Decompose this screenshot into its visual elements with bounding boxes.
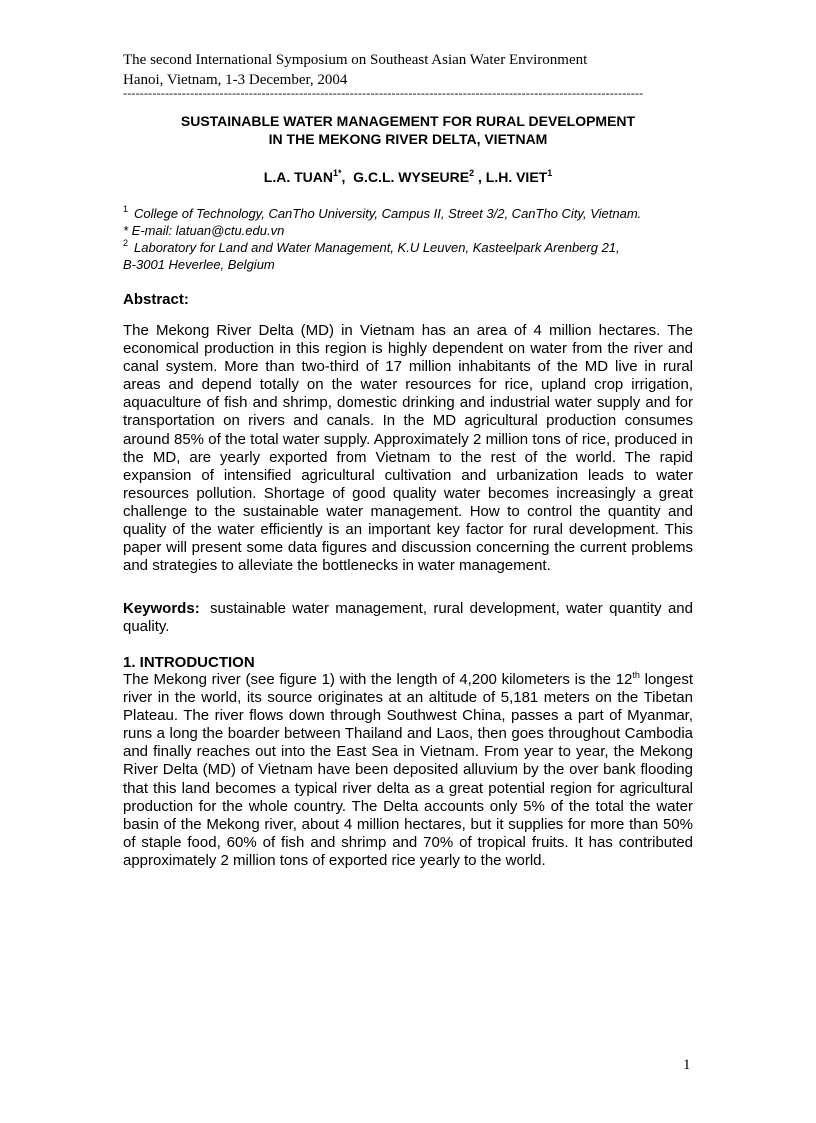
affiliation-2 xyxy=(123,239,693,256)
author-3: L.H. VIET xyxy=(485,169,548,185)
page-number: 1 xyxy=(683,1057,691,1073)
title-line-1: SUSTAINABLE WATER MANAGEMENT FOR RURAL DEVELOPMENT xyxy=(180,113,636,129)
conference-name: The second International Symposium on Southeast Asian Water Environment xyxy=(123,52,588,68)
introduction-text-part-2: longest river in the world, its source originates at an altitude of 5,181 meters on the Tibetan Plateau. The river flows down through Southwest China, passes a part of Myanmar, runs a long the boarder between Thailand and Laos, then goes throughout Cambodia and finally reaches out into the East Sea in Vietnam. From year to year, the Mekong River Delta (MD) of Vietnam have been deposited alluvium by the over bank flooding that this land becomes a typical river delta as a great potential region for agricultural production for the whole country. The Delta accounts only 5% of the total the water basin of the Mekong river, about 4 million hectares, but it supplies for more than 50% of staple food, 60% of fish and shrimp and 70% of tropical fruits. It has contributed approximately 2 million tons of exported rice yearly to the world. xyxy=(123,671,693,869)
author-2: G.C.L. WYSEURE xyxy=(353,169,470,185)
introduction-heading: 1. INTRODUCTION xyxy=(123,654,255,671)
affiliation-2-continued: B-3001 Heverlee, Belgium xyxy=(123,257,275,272)
ordinal-superscript: th xyxy=(632,670,640,680)
author-list xyxy=(123,167,693,187)
paper-title xyxy=(123,112,693,148)
author-separator: , xyxy=(474,169,486,185)
title-line-2: IN THE MEKONG RIVER DELTA, VIETNAM xyxy=(268,131,548,147)
author-1-affil-mark: 1* xyxy=(332,168,342,178)
conference-header xyxy=(123,50,587,90)
abstract-body: The Mekong River Delta (MD) in Vietnam has an area of 4 million hectares. The economical production in this region is highly dependent on water from the river and canal system. More than two-third of 17 million inhabitants of the MD live in rural areas and depend totally on the water resources for rice, upland crop irrigation, aquaculture of fish and shrimp, domestic drinking and industrial water supply and for transportation on rivers and canals. In the MD agricultural production consumes around 85% of the total water supply. Approximately 2 million tons of rice, produced in the MD, are yearly exported from Vietnam to the rest of the world. The rapid expansion of intensified agricultural cultivation and urbanization leads to water resources pollution. Shortage of good quality water becomes increasingly a great challenge to the sustainable water management. How to control the quantity and quality of the water efficiently is an important key factor for rural development. This paper will present some data figures and discussion concerning the current problems and strategies to alleviate the bottlenecks in water management. xyxy=(123,322,693,575)
keywords-text: sustainable water management, rural development, water quantity and quality. xyxy=(123,600,693,636)
affiliation-2-text: Laboratory for Land and Water Management, K.U Leuven, Kasteelpark Arenberg 21, xyxy=(134,240,620,255)
author-3-affil-mark: 1 xyxy=(547,168,553,178)
corresponding-email: * E-mail: latuan@ctu.edu.vn xyxy=(123,223,285,238)
conference-location-date: Hanoi, Vietnam, 1-3 December, 2004 xyxy=(123,72,348,88)
header-rule: ---------------------------------------------------------------------------------------------------------------------------- xyxy=(123,86,644,100)
author-separator: , xyxy=(341,169,354,185)
affiliation-1-text: College of Technology, CanTho University, Campus II, Street 3/2, CanTho City, Vietnam. xyxy=(134,206,642,221)
affiliations xyxy=(123,205,693,273)
affiliation-1-mark: 1 xyxy=(123,204,129,214)
author-1: L.A. TUAN xyxy=(263,169,333,185)
keywords-label: Keywords: xyxy=(123,600,200,617)
abstract-heading: Abstract: xyxy=(123,291,189,308)
introduction-text-part-1: The Mekong river (see figure 1) with the length of 4,200 kilometers is the 12 xyxy=(123,671,633,688)
introduction-body xyxy=(123,671,693,870)
affiliation-2-mark: 2 xyxy=(123,238,129,248)
author-2-affil-mark: 2 xyxy=(469,168,475,178)
keywords xyxy=(123,600,693,636)
affiliation-1 xyxy=(123,205,693,222)
